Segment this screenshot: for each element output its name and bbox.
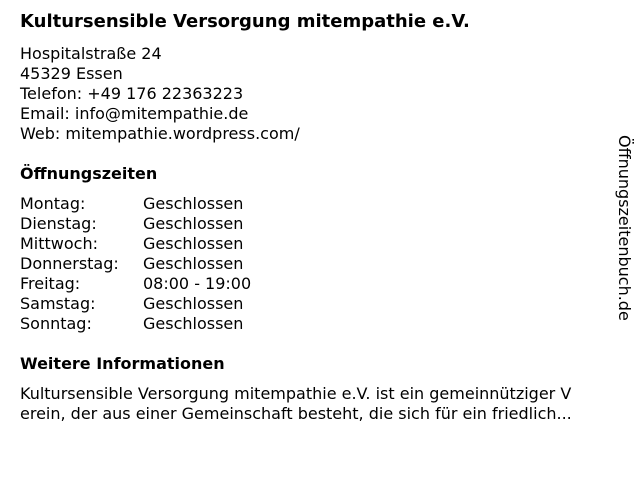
website: Web: mitempathie.wordpress.com/ [20,124,300,143]
street: Hospitalstraße 24 [20,44,162,63]
time-value: Geschlossen [143,234,244,253]
day-label: Dienstag: [20,214,97,233]
day-label: Freitag: [20,274,81,293]
city: 45329 Essen [20,64,123,83]
time-value: Geschlossen [143,294,244,313]
day-label: Donnerstag: [20,254,119,273]
info-line: erein, der aus einer Gemeinschaft besteht, die sich für ein friedlich... [20,404,572,423]
time-value: Geschlossen [143,194,244,213]
address-block [20,44,300,144]
time-value: 08:00 - 19:00 [143,274,252,293]
day-label: Samstag: [20,294,96,313]
time-value: Geschlossen [143,214,244,233]
time-value: Geschlossen [143,314,244,333]
day-label: Sonntag: [20,314,92,333]
phone: Telefon: +49 176 22363223 [20,84,244,103]
day-label: Montag: [20,194,86,213]
info-line: Kultursensible Versorgung mitempathie e.V. ist ein gemeinnütziger V [20,384,572,403]
site-watermark-label: Öffnungszeitenbuch.de [615,135,634,321]
email: Email: info@mitempathie.de [20,104,249,123]
more-info-text [20,384,620,424]
opening-hours-heading: Öffnungszeiten [20,164,158,183]
more-info-heading: Weitere Informationen [20,354,225,373]
time-value: Geschlossen [143,254,244,273]
day-label: Mittwoch: [20,234,98,253]
business-title: Kultursensible Versorgung mitempathie e.V. [20,11,470,32]
